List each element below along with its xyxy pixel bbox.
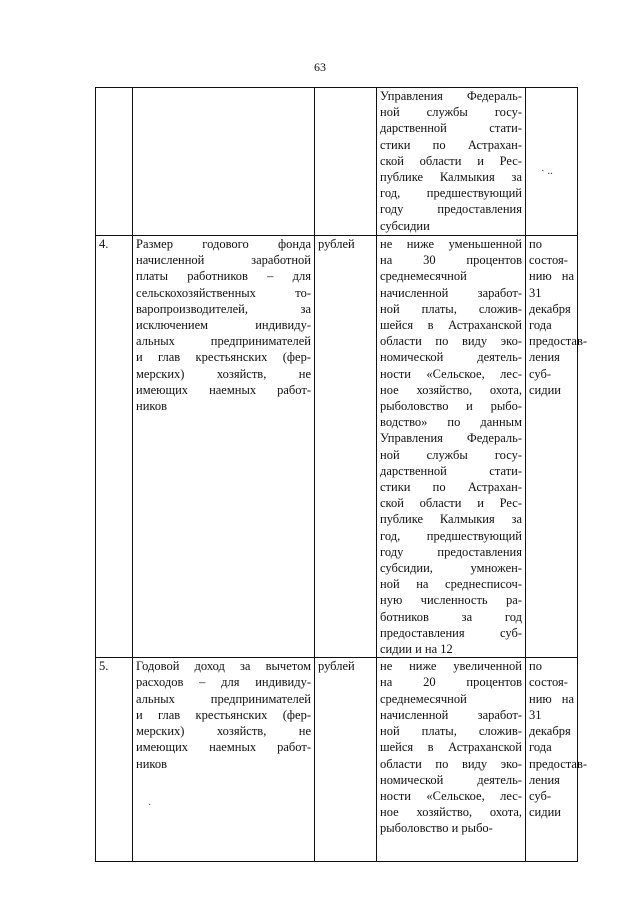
indicator-name	[133, 658, 315, 862]
text-line: имеющих наемных работ-	[136, 740, 311, 755]
indicator-name	[133, 236, 315, 658]
text-line: водство» по данным	[380, 415, 522, 430]
text-line: шейся в Астраханской	[380, 740, 522, 755]
unit-cell: рублей	[315, 658, 377, 862]
text-line: ности «Сельское, лес-	[380, 366, 522, 381]
text-line: платы работников – для	[136, 269, 311, 284]
text-line: декабря	[529, 724, 571, 739]
text-line: ной службы госу-	[380, 105, 522, 120]
text-line: году предоставления	[380, 544, 522, 559]
row-number: 5.	[96, 658, 133, 862]
text-line: Размер годового фонда	[136, 237, 311, 251]
table-row	[96, 658, 578, 862]
text-line: альных предпринимателей	[136, 334, 311, 349]
text-line: публике Калмыкия за	[380, 170, 522, 185]
criteria-table-body	[96, 88, 588, 862]
text-line: и глав крестьянских (фер-	[136, 350, 311, 365]
text-line: среднемесячной	[380, 269, 467, 284]
criterion-value	[377, 88, 526, 236]
text-line: рыболовство и рыбо-	[380, 399, 522, 414]
term-cell	[526, 658, 588, 862]
row-number	[96, 88, 133, 236]
text-line: области по виду эко-	[380, 756, 522, 771]
text-line: публике Калмыкия за	[380, 512, 522, 527]
row-number: 4.	[96, 236, 133, 658]
text-line: расходов – для индивиду-	[136, 675, 311, 690]
term-cell	[526, 88, 578, 236]
text-line: сельскохозяйственных то-	[136, 285, 311, 300]
text-line: сидии	[529, 382, 561, 397]
unit-cell	[315, 88, 377, 236]
text-line: ности «Сельское, лес-	[380, 788, 522, 803]
text-line: стики по Астрахан-	[380, 137, 522, 152]
text-line: ников	[136, 756, 167, 771]
text-line: дарственной стати-	[380, 121, 522, 136]
text-line: по состоя-	[529, 659, 568, 690]
text-line: на 30 процентов	[380, 253, 522, 268]
text-line: мерских) хозяйств, не	[136, 366, 311, 381]
text-line: года	[529, 740, 552, 755]
text-line: ной на среднесписоч-	[380, 577, 522, 592]
text-line: Управления Федераль-	[380, 431, 522, 446]
text-line: ской области и Рес-	[380, 153, 522, 168]
text-line: начисленной заработной	[136, 253, 311, 268]
text-line: среднемесячной	[380, 691, 467, 706]
text-line: предостав-	[529, 334, 588, 349]
text-line: шейся в Астраханской	[380, 318, 522, 333]
text-line: ной платы, сложив-	[380, 724, 522, 739]
unit-cell: рублей	[315, 236, 377, 658]
page-number: 63	[314, 60, 326, 74]
text-line: года	[529, 318, 552, 333]
text-line: ников	[136, 399, 167, 414]
text-line: номической деятель-	[380, 350, 522, 365]
text-line: не ниже увеличенной	[380, 659, 522, 674]
text-line: предоставления суб-	[380, 625, 522, 640]
table-row	[96, 236, 578, 658]
text-line: варопроизводителей, за	[136, 301, 311, 316]
text-line: альных предпринимателей	[136, 691, 311, 706]
text-line: и глав крестьянских (фер-	[136, 707, 311, 722]
text-line: сидии	[529, 805, 561, 820]
text-line: не ниже уменьшенной	[380, 237, 522, 251]
criteria-table	[95, 87, 588, 862]
text-line: Годовой доход за вычетом	[136, 659, 311, 674]
text-line: начисленной заработ-	[380, 285, 522, 300]
table-row	[96, 88, 578, 236]
text-line: год, предшествующий	[380, 528, 522, 543]
text-line: субсидии, умножен-	[380, 561, 522, 576]
text-line: ления суб-	[529, 350, 560, 381]
text-line: ной службы госу-	[380, 447, 522, 462]
text-line: сидии и на 12	[380, 642, 453, 657]
text-line: году предоставления	[380, 202, 522, 217]
text-line: по состоя-	[529, 237, 568, 268]
indicator-name	[133, 88, 315, 236]
text-line: имеющих наемных работ-	[136, 382, 311, 397]
text-line: области по виду эко-	[380, 334, 522, 349]
text-line: ное хозяйство, охота,	[380, 805, 522, 820]
text-line: год, предшествующий	[380, 186, 522, 201]
text-line: нию на 31	[529, 269, 574, 300]
text-line: ской области и Рес-	[380, 496, 522, 511]
term-cell	[526, 236, 588, 658]
text-line: ную численность ра-	[380, 593, 522, 608]
text-line: ное хозяйство, охота,	[380, 382, 522, 397]
text-line: рыболовство и рыбо-	[380, 821, 493, 836]
text-line: стики по Астрахан-	[380, 480, 522, 495]
text-line: мерских) хозяйств, не	[136, 724, 311, 739]
text-line: номической деятель-	[380, 772, 522, 787]
text-line: нию на 31	[529, 691, 574, 722]
text-line: ления суб-	[529, 772, 560, 803]
text-line: ной платы, сложив-	[380, 301, 522, 316]
stray-dot: ·	[148, 800, 152, 811]
text-line: декабря	[529, 301, 571, 316]
text-line: начисленной заработ-	[380, 707, 522, 722]
text-line: дарственной стати-	[380, 463, 522, 478]
text-line: Управления Федераль-	[380, 89, 522, 103]
text-line: предостав-	[529, 756, 588, 771]
criterion-value	[377, 658, 526, 862]
text-line: ботников за год	[380, 609, 522, 624]
text-line: субсидии	[380, 218, 430, 233]
text-line: на 20 процентов	[380, 675, 522, 690]
criterion-value	[377, 236, 526, 658]
stray-mark: · ..	[541, 165, 553, 177]
text-line: исключением индивиду-	[136, 318, 311, 333]
